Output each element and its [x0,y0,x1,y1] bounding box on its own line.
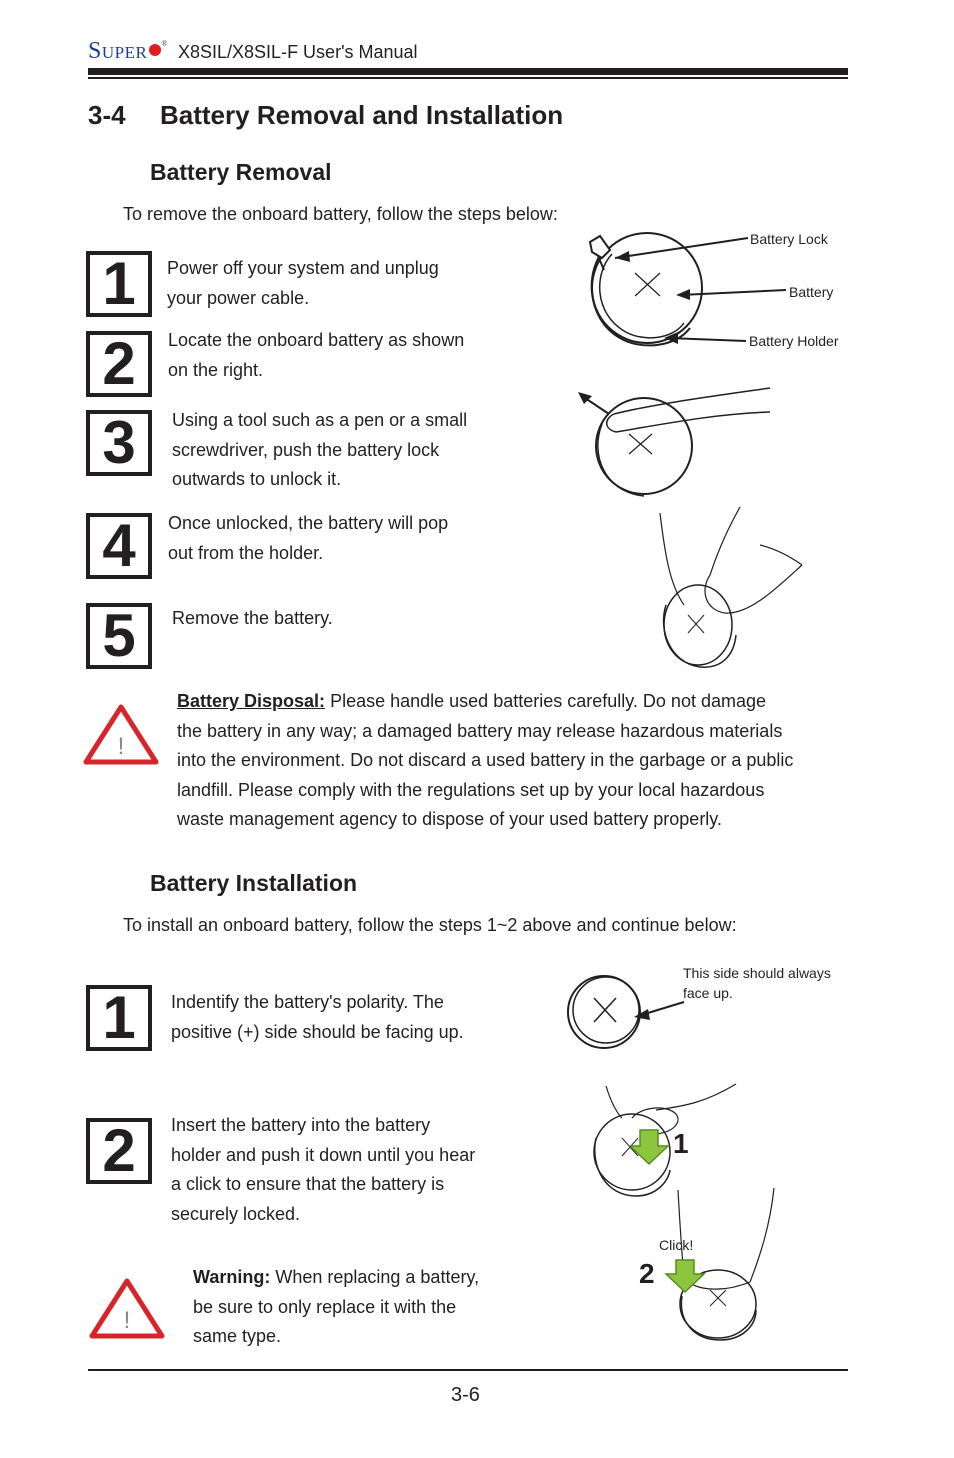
disposal-label: Battery Disposal: [177,691,326,711]
removal-step-1-line: your power cable. [167,287,310,308]
insert-battery-illustration [586,1082,746,1202]
removal-step-2-text [168,326,464,385]
page-number: 3-6 [451,1384,480,1406]
removal-step-1-line: Power off your system and unplug [167,258,439,278]
disposal-line: waste management agency to dispose of your used battery properly. [177,809,722,829]
registered-mark-icon: ® [161,39,168,48]
disposal-line: the battery in any way; a damaged battery may release hazardous materials [177,720,783,741]
install-step-2-line: holder and push it down until you hear [171,1144,476,1165]
arrow-2-label: 2 [639,1258,655,1289]
brand-logo-first-letter: S [88,38,102,64]
battery-pop-illustration [650,505,810,675]
battery-lock-label: Battery Lock [750,231,828,247]
section-number: 3-4 [88,100,126,130]
warning-line: be sure to only replace it with the [193,1296,457,1317]
removal-step-4-number: 4 [86,513,152,579]
disposal-text [177,687,848,835]
install-step-1-text [171,988,464,1047]
replacement-warning-text [193,1263,514,1352]
installation-intro: To install an onboard battery, follow the steps 1~2 above and continue below: [123,915,737,935]
warning-label: Warning: [193,1267,271,1287]
warning-line: When replacing a battery, [275,1267,480,1287]
disposal-warning-glyph: ! [117,733,125,760]
installation-heading: Battery Installation [150,870,358,896]
install-step-1-line: positive (+) side should be facing up. [171,1021,464,1042]
removal-step-2-number: 2 [86,331,152,397]
replacement-warning-icon [89,1278,165,1340]
brand-dot-icon [149,44,161,56]
install-step-1-number: 1 [86,985,152,1051]
removal-step-5-text [172,604,333,634]
removal-step-2-line: on the right. [168,359,264,380]
header-rule [88,68,848,75]
install-step-2-text [171,1111,475,1229]
polarity-note-line: face up. [683,985,733,1001]
removal-step-3-line: Using a tool such as a pen or a small [172,410,468,430]
removal-step-2-line: Locate the onboard battery as shown [168,330,465,350]
brand-logo [88,38,168,65]
install-step-2-line: securely locked. [171,1203,301,1224]
polarity-note-line: This side should always [683,965,831,981]
manual-title: X8SIL/X8SIL-F User's Manual [178,42,418,62]
removal-step-4-text [168,509,448,568]
disposal-warning-icon [83,704,159,766]
removal-heading: Battery Removal [150,159,332,185]
push-lock-illustration [574,384,774,504]
click-label: Click! [659,1237,694,1253]
polarity-note [683,963,831,1003]
polarity-diagram [564,970,694,1054]
removal-step-1-text [167,254,439,313]
install-step-2-line: Insert the battery into the battery [171,1115,431,1135]
click-battery-illustration [660,1186,780,1346]
replacement-warning-glyph: ! [123,1307,131,1334]
removal-step-3-text [172,406,467,495]
removal-step-4-line: Once unlocked, the battery will pop [168,513,449,533]
battery-holder-label: Battery Holder [749,333,839,349]
footer-rule [88,1369,848,1371]
removal-step-5-line: Remove the battery. [172,608,333,628]
arrow-1-label: 1 [673,1128,689,1159]
header-rule-thin [88,77,848,79]
battery-label: Battery [789,284,834,300]
section-title [88,100,563,131]
removal-intro: To remove the onboard battery, follow the steps below: [123,204,558,224]
install-step-2-number: 2 [86,1118,152,1184]
disposal-line: Please handle used batteries carefully. Do not damage [330,691,766,711]
removal-step-3-line: screwdriver, push the battery lock [172,439,440,460]
install-step-2-line: a click to ensure that the battery is [171,1174,445,1194]
removal-step-3-number: 3 [86,410,152,476]
removal-step-3-line: outwards to unlock it. [172,469,342,489]
brand-logo-rest: UPER [101,43,148,62]
warning-line: same type. [193,1326,282,1346]
removal-step-5-number: 5 [86,603,152,669]
disposal-line: into the environment. Do not discard a used battery in the garbage or a public [177,750,794,770]
install-step-1-line: Indentify the battery's polarity. The [171,992,444,1012]
removal-step-1-number: 1 [86,251,152,317]
section-heading: Battery Removal and Installation [160,100,564,130]
disposal-line: landfill. Please comply with the regulations set up by your local hazardous [177,779,765,800]
battery-holder-diagram [580,228,760,358]
removal-step-4-line: out from the holder. [168,542,324,563]
